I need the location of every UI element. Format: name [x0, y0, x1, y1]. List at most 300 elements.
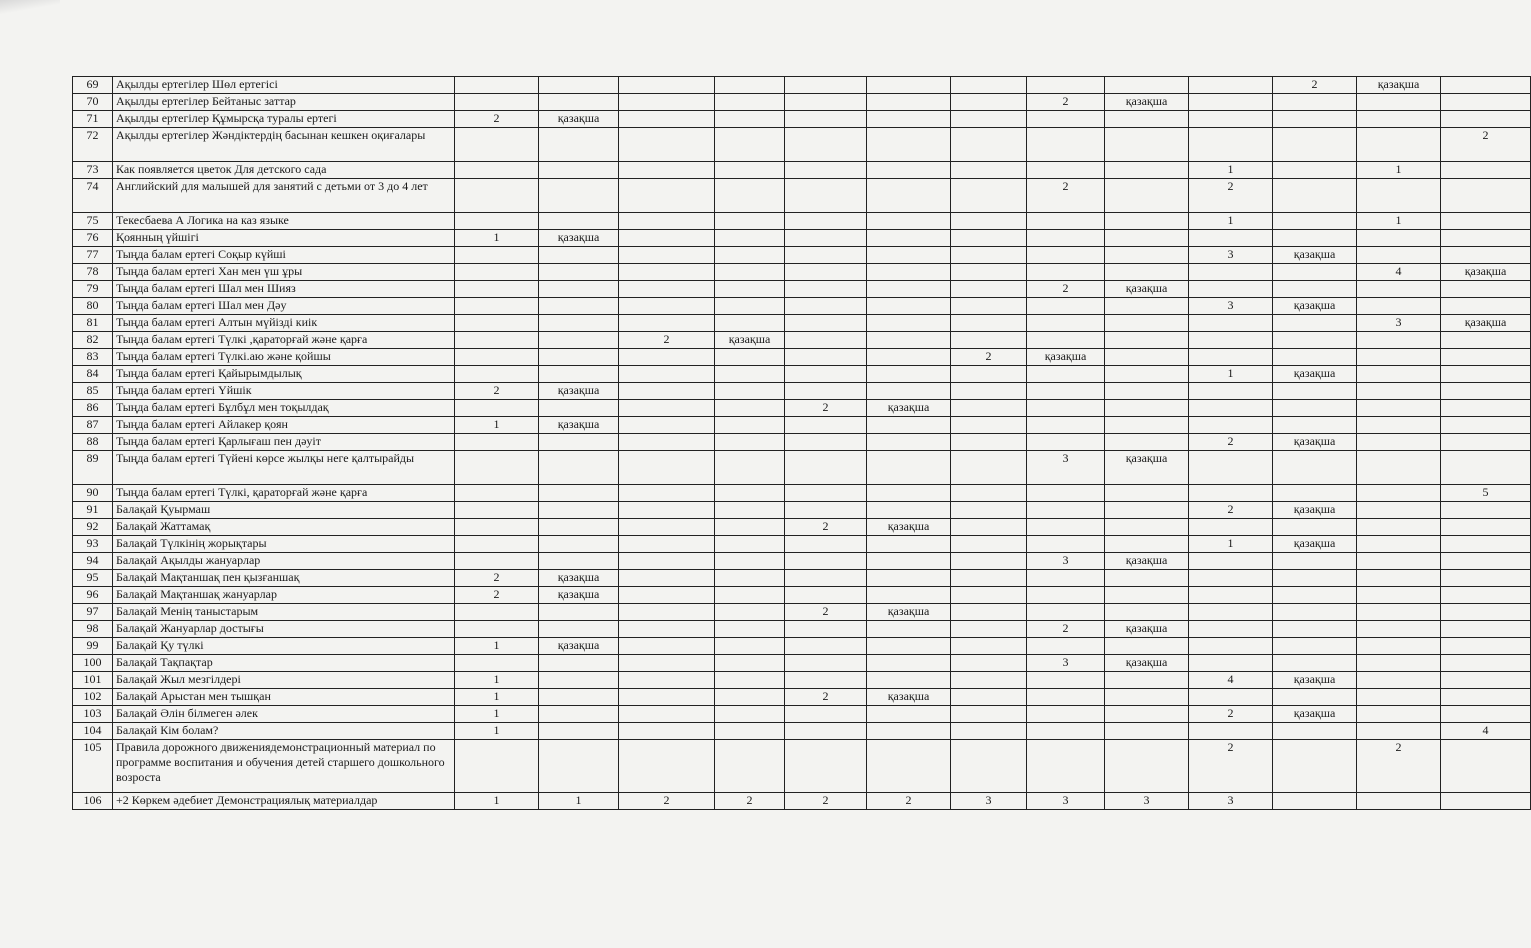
table-cell: [1189, 349, 1273, 366]
page-corner-shadow: [0, 0, 60, 14]
table-cell: [715, 570, 785, 587]
table-cell: [1105, 111, 1189, 128]
row-number: 106: [73, 793, 113, 810]
table-cell: [1105, 587, 1189, 604]
table-cell: [455, 77, 539, 94]
table-row: [73, 434, 1531, 451]
table-cell: [1027, 111, 1105, 128]
table-cell: [867, 417, 951, 434]
table-cell: [715, 400, 785, 417]
row-title: Балақай Менің таныстарым: [113, 604, 455, 621]
table-cell: 4: [1357, 264, 1441, 281]
table-cell: [1357, 434, 1441, 451]
table-cell: [951, 655, 1027, 672]
table-cell: [1441, 162, 1531, 179]
table-cell: [1273, 740, 1357, 793]
table-cell: [715, 485, 785, 502]
table-cell: [1357, 485, 1441, 502]
table-cell: [1357, 230, 1441, 247]
table-cell: [1105, 536, 1189, 553]
table-cell: [785, 332, 867, 349]
table-cell: [715, 213, 785, 230]
table-cell: 2: [619, 793, 715, 810]
row-number: 78: [73, 264, 113, 281]
table-cell: [951, 519, 1027, 536]
row-number: 103: [73, 706, 113, 723]
table-cell: [1105, 128, 1189, 162]
table-cell: қазақша: [539, 638, 619, 655]
table-row: [73, 213, 1531, 230]
table-cell: 2: [1027, 94, 1105, 111]
table-cell: [1105, 179, 1189, 213]
table-cell: [455, 366, 539, 383]
table-cell: [455, 655, 539, 672]
table-cell: [951, 332, 1027, 349]
table-cell: 1: [1357, 162, 1441, 179]
table-cell: [1105, 315, 1189, 332]
table-cell: [1189, 383, 1273, 400]
table-cell: [951, 553, 1027, 570]
table-cell: [951, 740, 1027, 793]
table-cell: [1357, 111, 1441, 128]
table-cell: [619, 655, 715, 672]
table-cell: [715, 366, 785, 383]
table-cell: [1027, 536, 1105, 553]
table-cell: [619, 400, 715, 417]
table-cell: [785, 485, 867, 502]
table-cell: [867, 94, 951, 111]
table-cell: [1357, 349, 1441, 366]
table-cell: [1189, 128, 1273, 162]
table-cell: қазақша: [539, 383, 619, 400]
table-cell: 1: [1189, 213, 1273, 230]
table-cell: [1189, 417, 1273, 434]
table-cell: [785, 621, 867, 638]
table-cell: [1189, 638, 1273, 655]
table-cell: [1105, 570, 1189, 587]
table-cell: [539, 672, 619, 689]
table-cell: [1441, 451, 1531, 485]
table-row: [73, 638, 1531, 655]
table-cell: [539, 434, 619, 451]
table-row: [73, 77, 1531, 94]
row-number: 86: [73, 400, 113, 417]
table-cell: 4: [1441, 723, 1531, 740]
table-cell: [715, 706, 785, 723]
table-cell: [951, 264, 1027, 281]
table-cell: [1189, 111, 1273, 128]
table-cell: [1273, 400, 1357, 417]
table-cell: [619, 366, 715, 383]
table-cell: [785, 417, 867, 434]
table-cell: 3: [1105, 793, 1189, 810]
table-cell: қазақша: [1273, 706, 1357, 723]
table-cell: [1105, 740, 1189, 793]
table-cell: [1357, 672, 1441, 689]
table-cell: 2: [1189, 179, 1273, 213]
table-cell: [785, 349, 867, 366]
table-cell: [1027, 247, 1105, 264]
table-cell: [785, 128, 867, 162]
table-cell: [867, 230, 951, 247]
table-cell: 1: [455, 672, 539, 689]
table-cell: [951, 298, 1027, 315]
table-cell: [715, 417, 785, 434]
row-title: Қоянның үйшігі: [113, 230, 455, 247]
table-cell: [539, 553, 619, 570]
table-cell: қазақша: [1441, 315, 1531, 332]
table-cell: [1273, 281, 1357, 298]
table-cell: [951, 315, 1027, 332]
table-cell: [539, 519, 619, 536]
table-cell: [539, 604, 619, 621]
table-cell: [1441, 519, 1531, 536]
table-cell: қазақша: [539, 417, 619, 434]
table-cell: [867, 298, 951, 315]
row-title: Балақай Жыл мезгілдері: [113, 672, 455, 689]
table-cell: [619, 604, 715, 621]
table-cell: [1273, 587, 1357, 604]
table-cell: [619, 672, 715, 689]
row-number: 82: [73, 332, 113, 349]
table-cell: [715, 451, 785, 485]
table-cell: [1357, 400, 1441, 417]
table-cell: [1273, 604, 1357, 621]
table-cell: [1273, 570, 1357, 587]
table-cell: [619, 553, 715, 570]
table-cell: [1027, 417, 1105, 434]
table-cell: [1441, 332, 1531, 349]
table-cell: [1027, 77, 1105, 94]
table-cell: [1105, 434, 1189, 451]
row-title: Правила дорожного движениядемонстрационный материал по программе воспитания и обучения детей старшего дошкольного возроста: [113, 740, 455, 793]
table-cell: [1273, 638, 1357, 655]
row-title: Балақай Қу түлкі: [113, 638, 455, 655]
table-cell: [1273, 315, 1357, 332]
table-cell: [619, 230, 715, 247]
table-row: [73, 264, 1531, 281]
table-cell: 1: [455, 723, 539, 740]
table-cell: [715, 315, 785, 332]
table-cell: қазақша: [1273, 502, 1357, 519]
table-cell: [619, 485, 715, 502]
table-cell: [867, 570, 951, 587]
table-cell: [1105, 349, 1189, 366]
table-cell: [785, 247, 867, 264]
row-title: Балақай Мақтаншақ жануарлар: [113, 587, 455, 604]
table-cell: [539, 349, 619, 366]
table-cell: 2: [1441, 128, 1531, 162]
table-cell: [1105, 247, 1189, 264]
table-cell: [619, 706, 715, 723]
table-row: [73, 519, 1531, 536]
table-cell: [539, 366, 619, 383]
table-cell: [1441, 655, 1531, 672]
table-cell: [867, 281, 951, 298]
table-cell: қазақша: [1105, 94, 1189, 111]
table-row: [73, 383, 1531, 400]
table-cell: [1357, 247, 1441, 264]
table-cell: [951, 689, 1027, 706]
row-title: Тыңда балам ертегі Түйені көрсе жылқы неге қалтырайды: [113, 451, 455, 485]
table-cell: [867, 587, 951, 604]
table-cell: 1: [455, 706, 539, 723]
table-cell: [867, 485, 951, 502]
table-cell: [951, 451, 1027, 485]
row-number: 98: [73, 621, 113, 638]
row-title: Балақай Кім болам?: [113, 723, 455, 740]
table-cell: [539, 298, 619, 315]
table-row: [73, 332, 1531, 349]
table-cell: [539, 740, 619, 793]
table-cell: [455, 502, 539, 519]
table-cell: [539, 451, 619, 485]
row-number: 91: [73, 502, 113, 519]
table-cell: 2: [1357, 740, 1441, 793]
table-cell: [455, 400, 539, 417]
table-cell: [539, 655, 619, 672]
table-cell: [1441, 553, 1531, 570]
table-cell: [1273, 689, 1357, 706]
row-title: Тыңда балам ертегі Шал мен Дәу: [113, 298, 455, 315]
table-cell: [1357, 689, 1441, 706]
table-cell: [1357, 383, 1441, 400]
row-title: Тыңда балам ертегі Айлакер қоян: [113, 417, 455, 434]
table-cell: [1441, 94, 1531, 111]
table-cell: [619, 349, 715, 366]
table-cell: [1027, 519, 1105, 536]
table-cell: [1273, 230, 1357, 247]
table-cell: [1441, 587, 1531, 604]
table-cell: [619, 128, 715, 162]
table-cell: [1273, 655, 1357, 672]
table-cell: [1027, 230, 1105, 247]
table-cell: [1357, 587, 1441, 604]
table-cell: [1273, 723, 1357, 740]
table-cell: [619, 740, 715, 793]
row-number: 96: [73, 587, 113, 604]
table-cell: [785, 553, 867, 570]
table-cell: [1441, 570, 1531, 587]
table-cell: қазақша: [1027, 349, 1105, 366]
table-cell: [1027, 213, 1105, 230]
table-cell: [951, 213, 1027, 230]
table-cell: [619, 383, 715, 400]
table-cell: [1357, 366, 1441, 383]
table-cell: [785, 638, 867, 655]
table-row: [73, 706, 1531, 723]
table-cell: [619, 179, 715, 213]
table-cell: [951, 94, 1027, 111]
table-row: [73, 502, 1531, 519]
table-cell: [1027, 128, 1105, 162]
table-cell: [951, 723, 1027, 740]
table-cell: [715, 553, 785, 570]
table-cell: 1: [539, 793, 619, 810]
table-cell: [1027, 638, 1105, 655]
table-cell: [1441, 740, 1531, 793]
table-cell: [619, 451, 715, 485]
row-title: Тыңда балам ертегі Қайырымдылық: [113, 366, 455, 383]
table-cell: қазақша: [1273, 672, 1357, 689]
table-cell: [1273, 264, 1357, 281]
table-cell: қазақша: [715, 332, 785, 349]
table-cell: [785, 111, 867, 128]
table-cell: [1441, 536, 1531, 553]
table-cell: 3: [1189, 298, 1273, 315]
table-cell: [715, 298, 785, 315]
table-row: [73, 570, 1531, 587]
row-title: Ақылды ертегілер Шөл ертегісі: [113, 77, 455, 94]
table-cell: 3: [1357, 315, 1441, 332]
table-cell: [715, 77, 785, 94]
table-cell: [1273, 94, 1357, 111]
table-cell: [1441, 349, 1531, 366]
row-number: 77: [73, 247, 113, 264]
table-cell: 2: [1027, 179, 1105, 213]
table-cell: [1105, 162, 1189, 179]
table-cell: [619, 621, 715, 638]
table-cell: қазақша: [1105, 621, 1189, 638]
table-cell: [715, 434, 785, 451]
table-cell: 1: [1189, 536, 1273, 553]
table-cell: [455, 213, 539, 230]
table-cell: [455, 604, 539, 621]
table-cell: [1441, 281, 1531, 298]
table-cell: 1: [1189, 366, 1273, 383]
table-cell: [1027, 434, 1105, 451]
table-cell: [619, 111, 715, 128]
table-cell: [455, 298, 539, 315]
table-cell: 3: [951, 793, 1027, 810]
table-cell: қазақша: [1105, 281, 1189, 298]
table-cell: [1189, 655, 1273, 672]
table-row: [73, 451, 1531, 485]
table-cell: 1: [455, 793, 539, 810]
table-cell: қазақша: [1105, 655, 1189, 672]
table-cell: [867, 451, 951, 485]
table-cell: [1273, 111, 1357, 128]
table-cell: [785, 264, 867, 281]
table-cell: қазақша: [1105, 553, 1189, 570]
table-cell: [1027, 332, 1105, 349]
table-cell: [1105, 485, 1189, 502]
table-row: [73, 485, 1531, 502]
table-cell: [1105, 383, 1189, 400]
table-cell: қазақша: [1273, 247, 1357, 264]
table-row: [73, 536, 1531, 553]
table-cell: [715, 655, 785, 672]
table-cell: [619, 264, 715, 281]
table-cell: [619, 281, 715, 298]
table-cell: 3: [1189, 247, 1273, 264]
row-number: 69: [73, 77, 113, 94]
table-cell: 3: [1027, 553, 1105, 570]
table-row: [73, 111, 1531, 128]
table-cell: [715, 230, 785, 247]
row-number: 72: [73, 128, 113, 162]
table-cell: [785, 570, 867, 587]
table-cell: [1105, 604, 1189, 621]
table-cell: [1357, 638, 1441, 655]
table-cell: қазақша: [1273, 434, 1357, 451]
table-cell: 2: [1027, 281, 1105, 298]
table-cell: [455, 162, 539, 179]
table-cell: [455, 434, 539, 451]
table-cell: [1441, 298, 1531, 315]
table-cell: [619, 162, 715, 179]
table-cell: [1357, 502, 1441, 519]
row-title: Балақай Әлін білмеген әлек: [113, 706, 455, 723]
table-cell: [867, 213, 951, 230]
table-cell: [455, 349, 539, 366]
table-cell: [867, 332, 951, 349]
table-cell: [1357, 723, 1441, 740]
table-cell: қазақша: [1441, 264, 1531, 281]
table-cell: [951, 366, 1027, 383]
row-title: Тыңда балам ертегі Түлкі.аю және қойшы: [113, 349, 455, 366]
table-cell: 2: [715, 793, 785, 810]
table-cell: [715, 349, 785, 366]
table-cell: қазақша: [1273, 536, 1357, 553]
table-cell: [785, 281, 867, 298]
table-cell: [867, 553, 951, 570]
table-cell: [785, 536, 867, 553]
table-cell: [1441, 77, 1531, 94]
row-number: 100: [73, 655, 113, 672]
inventory-table: [72, 76, 1531, 810]
table-cell: [1105, 706, 1189, 723]
table-cell: [1273, 162, 1357, 179]
table-cell: [951, 162, 1027, 179]
table-row: [73, 400, 1531, 417]
table-cell: [539, 332, 619, 349]
table-cell: [539, 536, 619, 553]
table-cell: [1027, 315, 1105, 332]
table-cell: [1189, 570, 1273, 587]
table-cell: [1189, 281, 1273, 298]
table-cell: [1273, 451, 1357, 485]
table-cell: [1027, 723, 1105, 740]
table-cell: [619, 723, 715, 740]
table-cell: [1273, 621, 1357, 638]
row-title: Балақай Ақылды жануарлар: [113, 553, 455, 570]
table-cell: [1357, 604, 1441, 621]
row-number: 76: [73, 230, 113, 247]
table-cell: [785, 213, 867, 230]
table-cell: 2: [1273, 77, 1357, 94]
table-cell: [1027, 502, 1105, 519]
table-row: [73, 349, 1531, 366]
table-cell: [951, 502, 1027, 519]
table-row: [73, 128, 1531, 162]
table-cell: [1189, 77, 1273, 94]
table-cell: [619, 434, 715, 451]
table-cell: [1273, 417, 1357, 434]
table-cell: [715, 247, 785, 264]
row-number: 79: [73, 281, 113, 298]
row-title: +2 Көркем әдебиет Демонстрациялық материалдар: [113, 793, 455, 810]
table-cell: [455, 94, 539, 111]
table-cell: [539, 281, 619, 298]
table-cell: [619, 502, 715, 519]
table-cell: [715, 128, 785, 162]
table-cell: [715, 111, 785, 128]
table-cell: [1105, 366, 1189, 383]
table-cell: [867, 621, 951, 638]
table-cell: [1189, 264, 1273, 281]
row-number: 94: [73, 553, 113, 570]
